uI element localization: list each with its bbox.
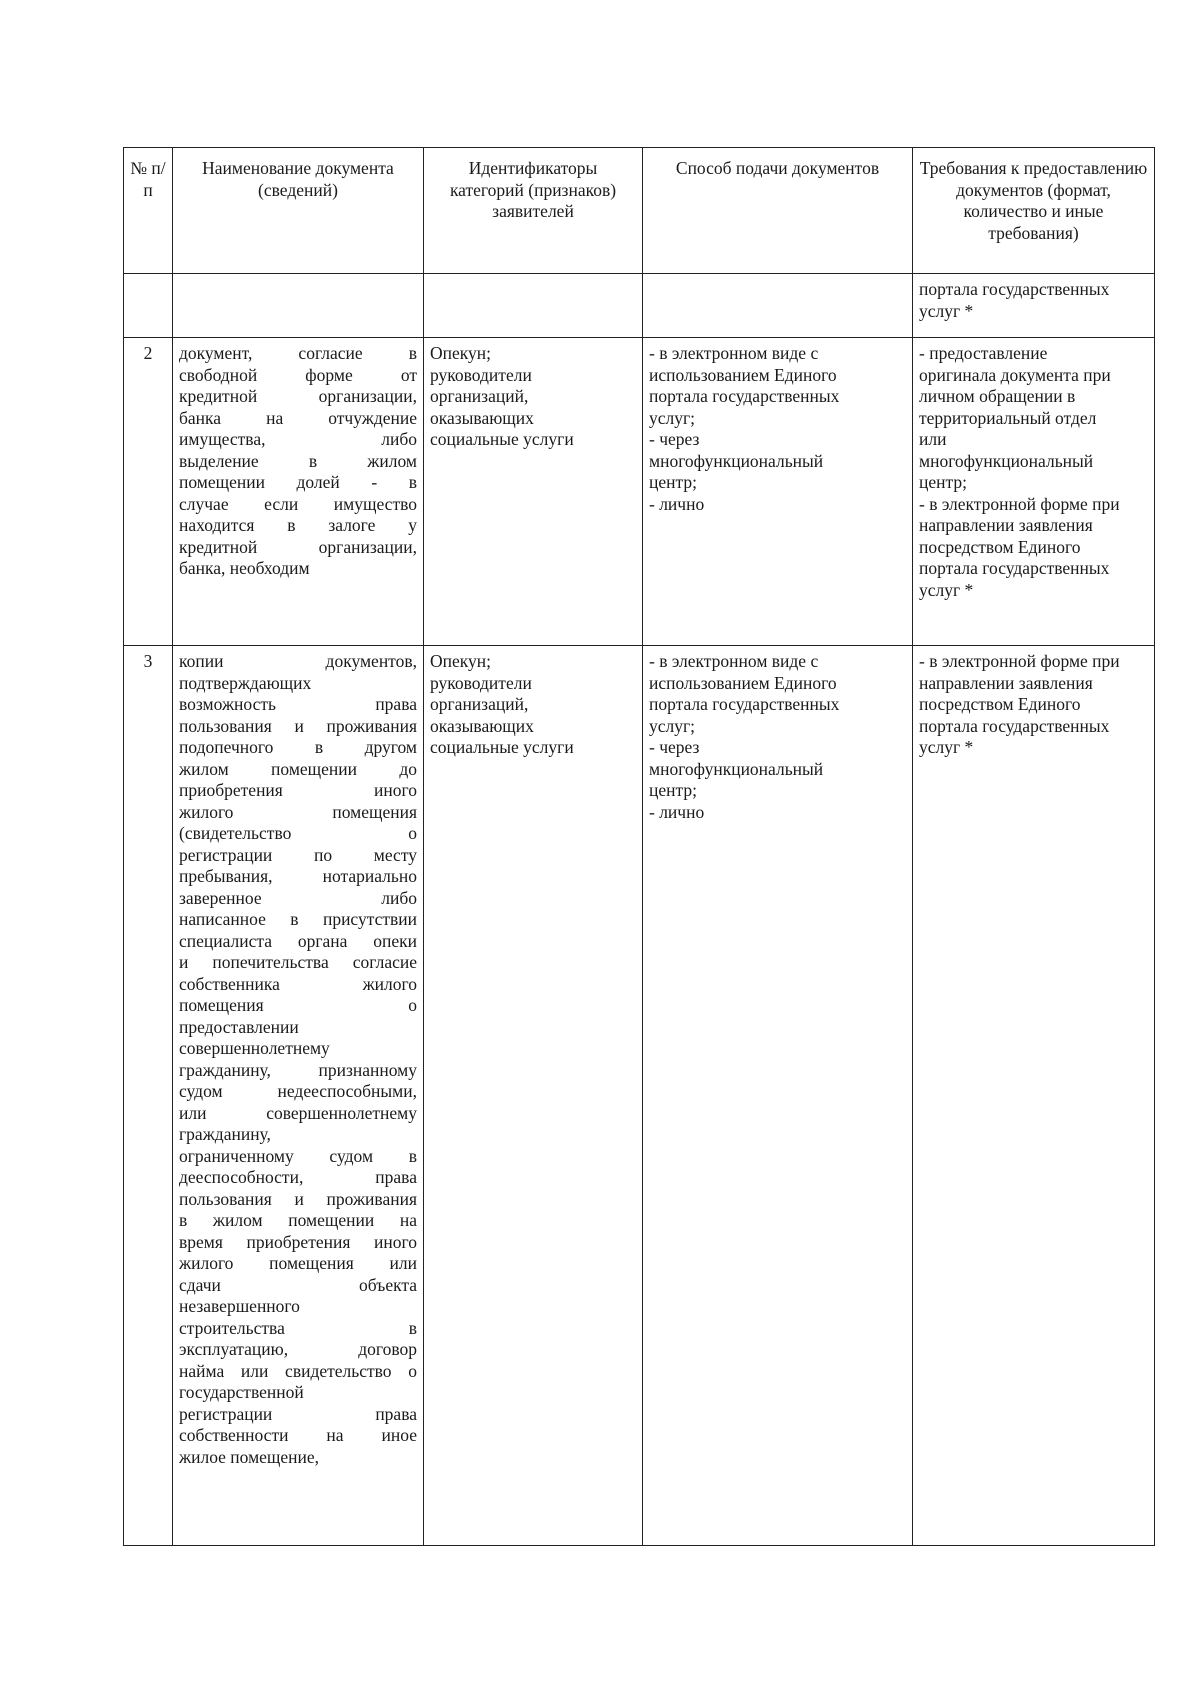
submission-method-cell <box>643 646 913 1546</box>
text-line: помещении долей - в <box>179 472 417 492</box>
text-line: - в электронном виде с <box>649 651 819 671</box>
text-line: приобретения иного <box>179 780 417 800</box>
cont-method <box>643 274 913 338</box>
table-row <box>124 646 1155 1546</box>
header-requirements: Требования к предоставлению документов (формат, количество и иные требования) <box>913 148 1155 274</box>
text-line: подтверждающих <box>179 672 312 693</box>
text-line: заверенное либо <box>179 887 417 908</box>
identifiers-cell <box>424 338 643 646</box>
text-line: портала государственных <box>919 715 1110 736</box>
text-line: написанное в присутствии <box>179 909 417 929</box>
text-line: - лично <box>649 801 705 822</box>
text-line: регистрации права <box>179 1403 417 1424</box>
header-name: Наименование документа (сведений) <box>173 148 424 274</box>
text-line: помещения о <box>179 995 417 1015</box>
text-line: Опекун; <box>430 651 492 671</box>
text-line: государственной <box>179 1382 304 1402</box>
text-line: оказывающих <box>430 715 534 736</box>
text-line: центр; <box>919 472 967 492</box>
text-line: строительства в <box>179 1317 417 1338</box>
header-num: № п/п <box>124 148 173 274</box>
text-line: территориальный отдел <box>919 407 1097 428</box>
text-line: банка на отчуждение <box>179 407 417 428</box>
text-line: услуг * <box>919 579 974 600</box>
text-line: социальные услуги <box>430 429 574 449</box>
text-line: и попечительства согласие <box>179 952 417 972</box>
table-row <box>124 338 1155 646</box>
identifiers-cell <box>424 646 643 1546</box>
text-line: в жилом помещении на <box>179 1210 417 1230</box>
text-line: использованием Единого <box>649 364 837 385</box>
text-line: случае если имущество <box>179 493 417 514</box>
text-line: копии документов, <box>179 651 417 671</box>
text-line: услуг; <box>649 407 696 428</box>
text-line: дееспособности, права <box>179 1167 417 1187</box>
text-line: - лично <box>649 493 705 514</box>
text-line: Опекун; <box>430 343 492 363</box>
text-line: время приобретения иного <box>179 1231 417 1252</box>
text-line: свободной форме от <box>179 364 417 385</box>
text-line: многофункциональный <box>649 758 824 779</box>
text-line: находится в залоге у <box>179 515 417 535</box>
text-line: центр; <box>649 472 697 492</box>
row-number: 2 <box>124 338 173 646</box>
text-line: направлении заявления <box>919 672 1093 693</box>
text-line: личном обращении в <box>919 386 1076 406</box>
text-line: портала государственных <box>919 279 1110 299</box>
text-line: найма или свидетельство о <box>179 1360 417 1381</box>
text-line: или совершеннолетнему <box>179 1102 417 1123</box>
text-line: подопечного в другом <box>179 737 417 757</box>
text-line: кредитной организации, <box>179 536 417 557</box>
requirements-cell <box>913 338 1155 646</box>
text-line: имущества, либо <box>179 429 417 449</box>
text-line: гражданину, признанному <box>179 1059 417 1080</box>
text-line: портала государственных <box>919 558 1110 578</box>
text-line: - в электронном виде с <box>649 343 819 363</box>
text-line: социальные услуги <box>430 737 574 757</box>
text-line: использованием Единого <box>649 672 837 693</box>
text-line: услуг * <box>919 300 974 321</box>
text-line: жилом помещении до <box>179 758 417 779</box>
text-line: многофункциональный <box>919 450 1094 471</box>
text-line: специалиста органа опеки <box>179 930 417 951</box>
text-line: сдачи объекта <box>179 1274 417 1295</box>
text-line: регистрации по месту <box>179 844 417 865</box>
text-line: незавершенного <box>179 1296 300 1316</box>
text-line: кредитной организации, <box>179 386 417 406</box>
text-line: - через <box>649 737 700 757</box>
text-line: гражданину, <box>179 1124 271 1144</box>
text-line: - в электронной форме при <box>919 493 1120 514</box>
text-line: пользования и проживания <box>179 715 417 736</box>
text-line: посредством Единого <box>919 536 1081 557</box>
header-method: Способ подачи документов <box>643 148 913 274</box>
text-line: судом недееспособными, <box>179 1081 417 1101</box>
header-identifiers: Идентификаторы категорий (признаков) заявителей <box>424 148 643 274</box>
text-line: оригинала документа при <box>919 364 1111 385</box>
text-line: услуг * <box>919 737 974 757</box>
text-line: жилого помещения <box>179 801 417 822</box>
text-line: многофункциональный <box>649 450 824 471</box>
text-line: - предоставление <box>919 343 1048 363</box>
text-line: ограниченному судом в <box>179 1145 417 1166</box>
text-line: руководители <box>430 364 532 385</box>
text-line: возможность права <box>179 694 417 714</box>
text-line: предоставлении <box>179 1016 299 1037</box>
text-line: портала государственных <box>649 386 840 406</box>
requirements-cell <box>913 646 1155 1546</box>
header-row <box>124 148 1155 274</box>
submission-method-cell <box>643 338 913 646</box>
documents-table <box>123 147 1155 1546</box>
text-line: совершеннолетнему <box>179 1038 330 1058</box>
text-line: собственности на иное <box>179 1425 417 1445</box>
text-line: организаций, <box>430 386 529 406</box>
text-line: центр; <box>649 780 697 800</box>
cont-num <box>124 274 173 338</box>
text-line: пребывания, нотариально <box>179 866 417 886</box>
document-name-cell <box>173 646 424 1546</box>
text-line: - в электронной форме при <box>919 651 1120 671</box>
cont-requirements <box>913 274 1155 338</box>
text-line: услуг; <box>649 715 696 736</box>
text-line: банка, необходим <box>179 558 310 578</box>
document-name-cell <box>173 338 424 646</box>
text-line: оказывающих <box>430 407 534 428</box>
text-line: - через <box>649 429 700 449</box>
text-line: или <box>919 429 947 449</box>
text-line: посредством Единого <box>919 694 1081 714</box>
cont-identifiers <box>424 274 643 338</box>
text-line: жилое помещение, <box>179 1446 320 1467</box>
text-line: собственника жилого <box>179 973 417 994</box>
row-number: 3 <box>124 646 173 1546</box>
text-line: пользования и проживания <box>179 1188 417 1209</box>
cont-name <box>173 274 424 338</box>
text-line: (свидетельство о <box>179 823 417 843</box>
text-line: руководители <box>430 672 532 693</box>
text-line: организаций, <box>430 694 529 714</box>
text-line: эксплуатацию, договор <box>179 1339 417 1359</box>
text-line: направлении заявления <box>919 515 1093 535</box>
text-line: портала государственных <box>649 694 840 714</box>
text-line: выделение в жилом <box>179 450 417 471</box>
continuation-row <box>124 274 1155 338</box>
text-line: жилого помещения или <box>179 1253 417 1273</box>
text-line: документ, согласие в <box>179 343 417 363</box>
